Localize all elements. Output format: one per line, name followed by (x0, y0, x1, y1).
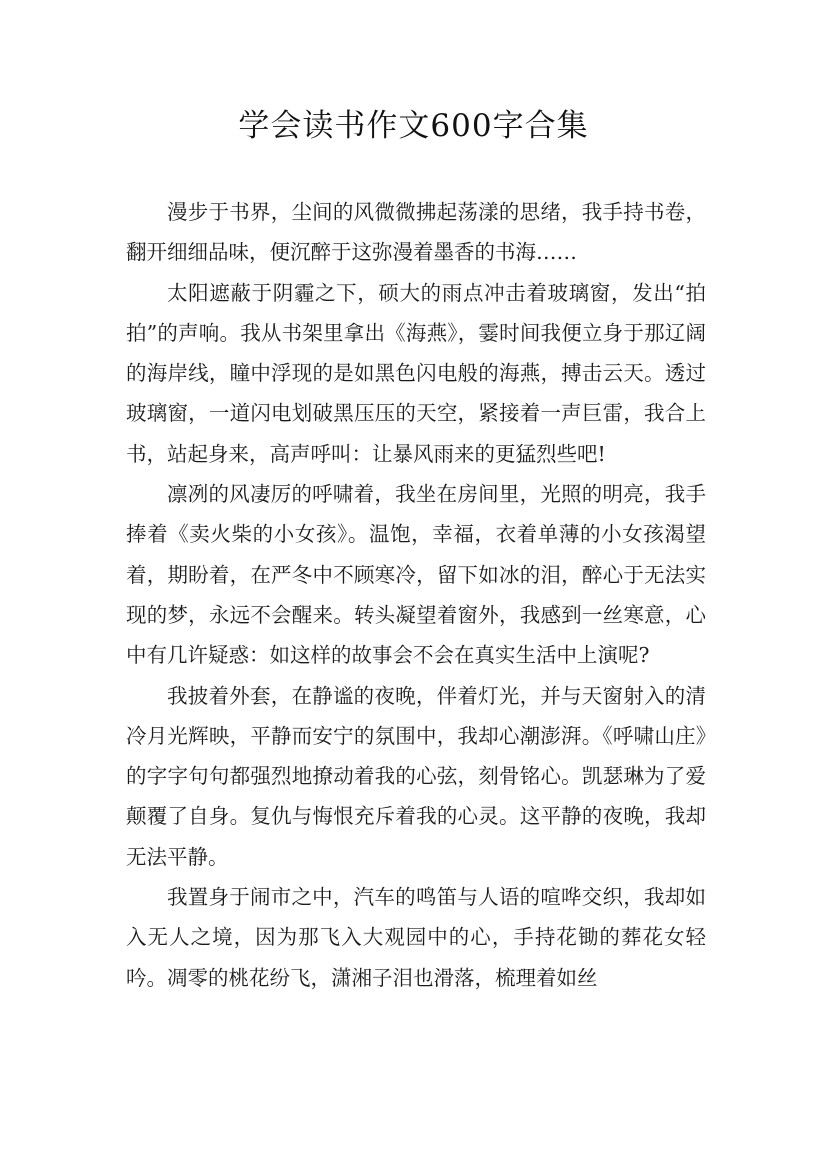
paragraph-5: 我置身于闹市之中，汽车的鸣笛与人语的喧哗交织，我却如入无人之境，因为那飞入大观园中的心，手持花锄的葬花女轻吟。凋零的桃花纷飞，潇湘子泪也滑落，梳理着如丝 (126, 885, 706, 990)
paragraph-1: 漫步于书界，尘间的风微微拂起荡漾的思绪，我手持书卷，翻开细细品味，便沉醉于这弥漫着墨香的书海…… (126, 200, 706, 265)
paragraph-2: 太阳遮蔽于阴霾之下，硕大的雨点冲击着玻璃窗，发出“拍拍”的声响。我从书架里拿出《海燕》，霎时间我便立身于那辽阔的海岸线，瞳中浮现的是如黑色闪电般的海燕，搏击云天。透过玻璃窗，一道闪电划破黑压压的天空，紧接着一声巨雷，我合上书，站起身来，高声呼叫：让暴风雨来的更猛烈些吧! (126, 280, 706, 466)
paragraph-3: 凛冽的风凄厉的呼啸着，我坐在房间里，光照的明亮，我手捧着《卖火柴的小女孩》。温饱，幸福，衣着单薄的小女孩渴望着，期盼着，在严冬中不顾寒冷，留下如冰的泪，醉心于无法实现的梦，永远不会醒来。转头凝望着窗外，我感到一丝寒意，心中有几许疑惑：如这样的故事会不会在真实生活中上演呢? (126, 482, 706, 668)
page-title: 学会读书作文600字合集 (238, 108, 589, 144)
paragraph-4: 我披着外套，在静谧的夜晚，伴着灯光，并与天窗射入的清冷月光辉映，平静而安宁的氛围中，我却心潮澎湃。《呼啸山庄》的字字句句都强烈地撩动着我的心弦，刻骨铭心。凯瑟琳为了爱颠覆了自身。复仇与悔恨充斥着我的心灵。这平静的夜晚，我却无法平静。 (126, 683, 706, 869)
article-body (126, 192, 706, 998)
